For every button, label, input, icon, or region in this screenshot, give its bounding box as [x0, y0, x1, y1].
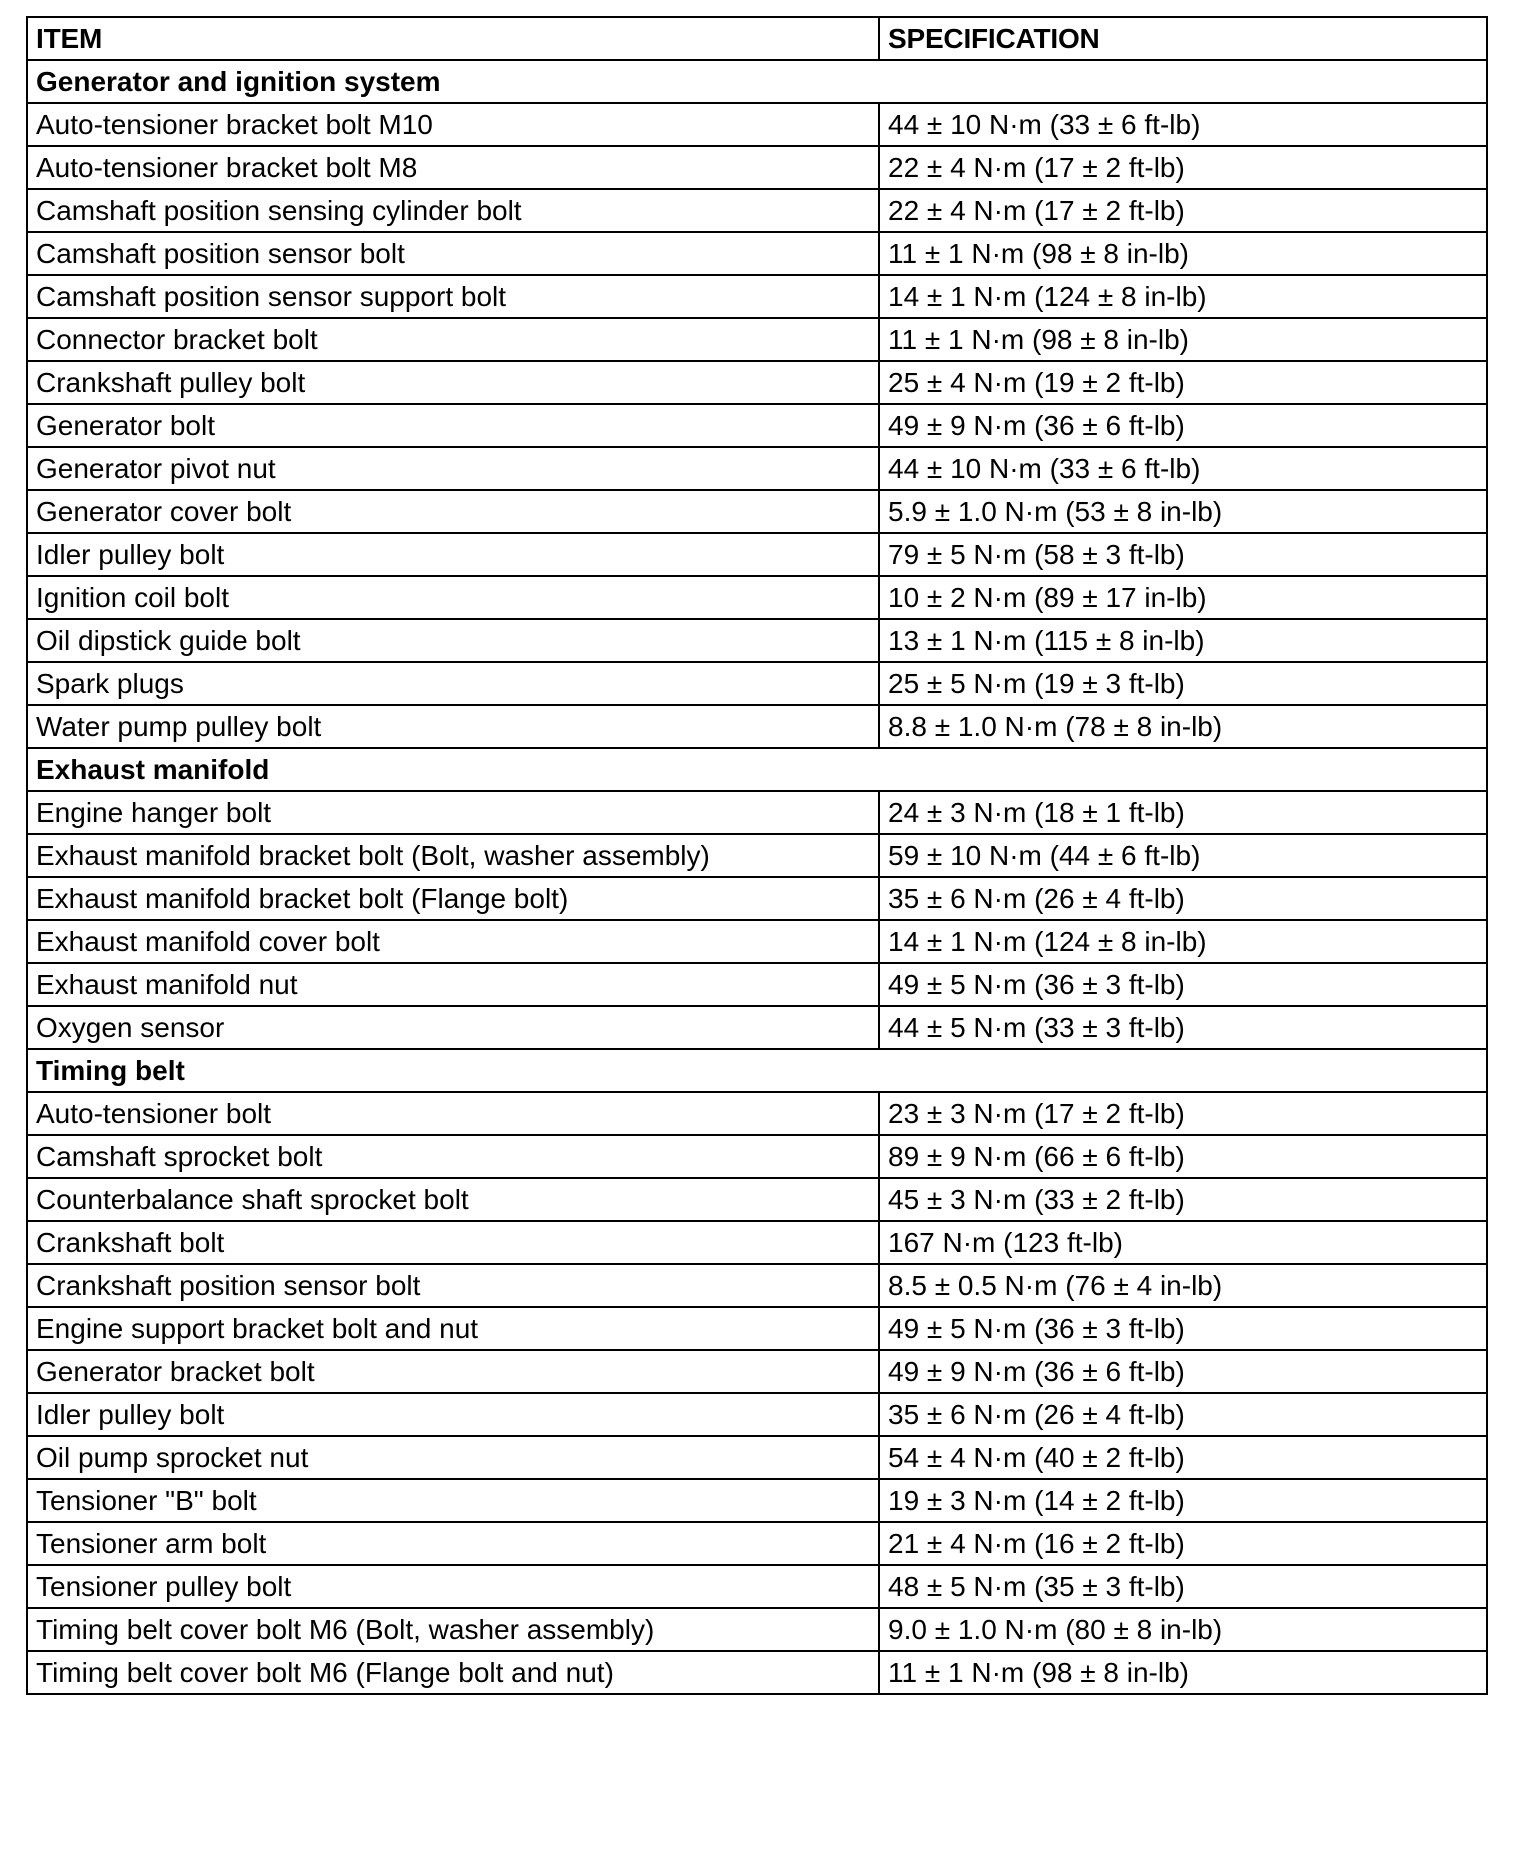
item-cell: Idler pulley bolt	[27, 1393, 879, 1436]
specification-cell: 14 ± 1 N·m (124 ± 8 in-lb)	[879, 920, 1487, 963]
table-row	[27, 619, 1487, 662]
item-cell: Crankshaft bolt	[27, 1221, 879, 1264]
specification-cell: 54 ± 4 N·m (40 ± 2 ft-lb)	[879, 1436, 1487, 1479]
torque-spec-table	[26, 16, 1488, 1695]
specification-cell: 24 ± 3 N·m (18 ± 1 ft-lb)	[879, 791, 1487, 834]
specification-cell: 5.9 ± 1.0 N·m (53 ± 8 in-lb)	[879, 490, 1487, 533]
specification-cell: 11 ± 1 N·m (98 ± 8 in-lb)	[879, 1651, 1487, 1694]
item-cell: Ignition coil bolt	[27, 576, 879, 619]
specification-cell: 167 N·m (123 ft-lb)	[879, 1221, 1487, 1264]
table-row	[27, 232, 1487, 275]
specification-cell: 44 ± 10 N·m (33 ± 6 ft-lb)	[879, 447, 1487, 490]
table-row	[27, 404, 1487, 447]
table-row	[27, 1522, 1487, 1565]
table-row	[27, 189, 1487, 232]
table-row	[27, 576, 1487, 619]
item-cell: Water pump pulley bolt	[27, 705, 879, 748]
specification-cell: 9.0 ± 1.0 N·m (80 ± 8 in-lb)	[879, 1608, 1487, 1651]
table-row	[27, 1436, 1487, 1479]
table-row	[27, 877, 1487, 920]
specification-cell: 48 ± 5 N·m (35 ± 3 ft-lb)	[879, 1565, 1487, 1608]
specification-cell: 59 ± 10 N·m (44 ± 6 ft-lb)	[879, 834, 1487, 877]
item-cell: Tensioner "B" bolt	[27, 1479, 879, 1522]
section-header-row	[27, 748, 1487, 791]
table-row	[27, 1006, 1487, 1049]
item-cell: Camshaft position sensor support bolt	[27, 275, 879, 318]
section-title: Exhaust manifold	[27, 748, 1487, 791]
item-cell: Auto-tensioner bolt	[27, 1092, 879, 1135]
specification-cell: 19 ± 3 N·m (14 ± 2 ft-lb)	[879, 1479, 1487, 1522]
specification-cell: 49 ± 9 N·m (36 ± 6 ft-lb)	[879, 1350, 1487, 1393]
table-row	[27, 1178, 1487, 1221]
item-cell: Auto-tensioner bracket bolt M8	[27, 146, 879, 189]
table-row	[27, 1651, 1487, 1694]
item-cell: Crankshaft pulley bolt	[27, 361, 879, 404]
table-row	[27, 533, 1487, 576]
item-cell: Oil pump sprocket nut	[27, 1436, 879, 1479]
section-header-row	[27, 1049, 1487, 1092]
specification-cell: 25 ± 4 N·m (19 ± 2 ft-lb)	[879, 361, 1487, 404]
specification-cell: 89 ± 9 N·m (66 ± 6 ft-lb)	[879, 1135, 1487, 1178]
specification-cell: 8.8 ± 1.0 N·m (78 ± 8 in-lb)	[879, 705, 1487, 748]
item-cell: Timing belt cover bolt M6 (Flange bolt and nut)	[27, 1651, 879, 1694]
specification-cell: 14 ± 1 N·m (124 ± 8 in-lb)	[879, 275, 1487, 318]
table-row	[27, 1264, 1487, 1307]
item-cell: Exhaust manifold bracket bolt (Bolt, washer assembly)	[27, 834, 879, 877]
table-row	[27, 361, 1487, 404]
item-cell: Spark plugs	[27, 662, 879, 705]
item-cell: Tensioner pulley bolt	[27, 1565, 879, 1608]
item-cell: Generator bracket bolt	[27, 1350, 879, 1393]
specification-cell: 79 ± 5 N·m (58 ± 3 ft-lb)	[879, 533, 1487, 576]
item-cell: Generator pivot nut	[27, 447, 879, 490]
table-row	[27, 791, 1487, 834]
table-row	[27, 275, 1487, 318]
table-row	[27, 1221, 1487, 1264]
item-cell: Exhaust manifold bracket bolt (Flange bolt)	[27, 877, 879, 920]
specification-cell: 49 ± 5 N·m (36 ± 3 ft-lb)	[879, 963, 1487, 1006]
specification-cell: 49 ± 5 N·m (36 ± 3 ft-lb)	[879, 1307, 1487, 1350]
section-title: Timing belt	[27, 1049, 1487, 1092]
table-row	[27, 920, 1487, 963]
item-cell: Timing belt cover bolt M6 (Bolt, washer assembly)	[27, 1608, 879, 1651]
specification-cell: 21 ± 4 N·m (16 ± 2 ft-lb)	[879, 1522, 1487, 1565]
specification-cell: 22 ± 4 N·m (17 ± 2 ft-lb)	[879, 189, 1487, 232]
item-cell: Engine hanger bolt	[27, 791, 879, 834]
specification-cell: 45 ± 3 N·m (33 ± 2 ft-lb)	[879, 1178, 1487, 1221]
table-row	[27, 1350, 1487, 1393]
section-title: Generator and ignition system	[27, 60, 1487, 103]
table-row	[27, 1135, 1487, 1178]
item-cell: Idler pulley bolt	[27, 533, 879, 576]
item-cell: Crankshaft position sensor bolt	[27, 1264, 879, 1307]
item-cell: Generator cover bolt	[27, 490, 879, 533]
table-row	[27, 705, 1487, 748]
specification-cell: 13 ± 1 N·m (115 ± 8 in-lb)	[879, 619, 1487, 662]
section-header-row	[27, 60, 1487, 103]
item-cell: Oxygen sensor	[27, 1006, 879, 1049]
specification-cell: 22 ± 4 N·m (17 ± 2 ft-lb)	[879, 146, 1487, 189]
header-specification: SPECIFICATION	[879, 17, 1487, 60]
item-cell: Camshaft position sensing cylinder bolt	[27, 189, 879, 232]
table-row	[27, 103, 1487, 146]
table-row	[27, 662, 1487, 705]
table-row	[27, 1393, 1487, 1436]
table-row	[27, 146, 1487, 189]
item-cell: Auto-tensioner bracket bolt M10	[27, 103, 879, 146]
table-row	[27, 834, 1487, 877]
item-cell: Tensioner arm bolt	[27, 1522, 879, 1565]
table-row	[27, 318, 1487, 361]
specification-cell: 23 ± 3 N·m (17 ± 2 ft-lb)	[879, 1092, 1487, 1135]
item-cell: Generator bolt	[27, 404, 879, 447]
item-cell: Counterbalance shaft sprocket bolt	[27, 1178, 879, 1221]
specification-cell: 10 ± 2 N·m (89 ± 17 in-lb)	[879, 576, 1487, 619]
table-row	[27, 1307, 1487, 1350]
specification-cell: 35 ± 6 N·m (26 ± 4 ft-lb)	[879, 877, 1487, 920]
specification-cell: 44 ± 10 N·m (33 ± 6 ft-lb)	[879, 103, 1487, 146]
spec-table-body	[27, 17, 1487, 1694]
item-cell: Connector bracket bolt	[27, 318, 879, 361]
specification-cell: 11 ± 1 N·m (98 ± 8 in-lb)	[879, 232, 1487, 275]
item-cell: Exhaust manifold nut	[27, 963, 879, 1006]
table-row	[27, 1092, 1487, 1135]
table-header-row	[27, 17, 1487, 60]
table-row	[27, 490, 1487, 533]
item-cell: Oil dipstick guide bolt	[27, 619, 879, 662]
specification-cell: 11 ± 1 N·m (98 ± 8 in-lb)	[879, 318, 1487, 361]
item-cell: Camshaft position sensor bolt	[27, 232, 879, 275]
table-row	[27, 1608, 1487, 1651]
table-row	[27, 1565, 1487, 1608]
table-row	[27, 963, 1487, 1006]
table-row	[27, 1479, 1487, 1522]
item-cell: Camshaft sprocket bolt	[27, 1135, 879, 1178]
item-cell: Exhaust manifold cover bolt	[27, 920, 879, 963]
table-row	[27, 447, 1487, 490]
header-item: ITEM	[27, 17, 879, 60]
specification-cell: 8.5 ± 0.5 N·m (76 ± 4 in-lb)	[879, 1264, 1487, 1307]
item-cell: Engine support bracket bolt and nut	[27, 1307, 879, 1350]
specification-cell: 49 ± 9 N·m (36 ± 6 ft-lb)	[879, 404, 1487, 447]
specification-cell: 35 ± 6 N·m (26 ± 4 ft-lb)	[879, 1393, 1487, 1436]
specification-cell: 44 ± 5 N·m (33 ± 3 ft-lb)	[879, 1006, 1487, 1049]
specification-cell: 25 ± 5 N·m (19 ± 3 ft-lb)	[879, 662, 1487, 705]
